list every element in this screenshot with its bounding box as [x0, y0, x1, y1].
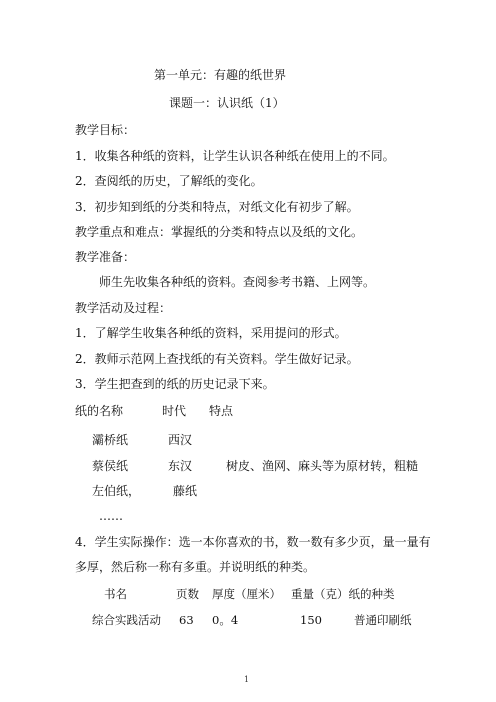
process-heading: 教学活动及过程： [75, 301, 172, 315]
table-cell: 63 [179, 613, 194, 627]
table-cell: 左伯纸， [92, 484, 141, 498]
table-cell: 树皮、渔网、麻头等为原材转，粗糙 [226, 459, 419, 473]
book-table-header: 页数 [176, 587, 199, 601]
step4-text: 多厚，然后称一称有多重。并说明纸的种类。 [75, 560, 316, 574]
table-cell: 蔡侯纸 [92, 459, 129, 473]
objectives-heading: 教学目标： [75, 123, 136, 137]
paper-table-header: 特点 [209, 404, 234, 418]
page-title: 第一单元：有趣的纸世界 [154, 68, 287, 82]
prep-text: 师生先收集各种纸的资料。查阅参考书籍、上网等。 [99, 275, 376, 289]
process-step: 3．学生把查到的纸的历史记录下来。 [75, 377, 275, 391]
prep-heading: 教学准备： [75, 250, 136, 264]
paper-table-header: 纸的名称 [75, 404, 124, 418]
table-cell: 东汉 [168, 459, 193, 473]
objective-item: 1．收集各种纸的资料，让学生认识各种纸在使用上的不同。 [75, 149, 395, 163]
lesson-subtitle: 课题一：认识纸（1） [169, 96, 285, 110]
process-step: 1．了解学生收集各种纸的资料，采用提问的形式。 [75, 326, 347, 340]
table-cell: 普通印刷纸 [354, 613, 412, 627]
step4-text: 4．学生实际操作：选一本你喜欢的书，数一数有多少页，量一量有 [75, 535, 431, 549]
objective-item: 2．查阅纸的历史，了解纸的变化。 [75, 174, 263, 188]
process-step: 2．教师示范网上查找纸的有关资料。学生做好记录。 [75, 352, 359, 366]
table-cell: 西汉 [168, 433, 193, 447]
objective-item: 3．初步知到纸的分类和特点，对纸文化有初步了解。 [75, 200, 359, 214]
key-points: 教学重点和难点：掌握纸的分类和特点以及纸的文化。 [75, 225, 364, 239]
table-cell: 灞桥纸 [92, 433, 129, 447]
book-table-header: 重量（克）纸的种类 [291, 587, 395, 601]
page-number: 1 [244, 675, 250, 684]
table-ellipsis: …… [99, 509, 123, 523]
table-cell: 综合实践活动 [92, 613, 161, 627]
paper-table-header: 时代 [162, 404, 187, 418]
book-table-header: 厚度（厘米） [212, 587, 281, 601]
book-table-header: 书名 [104, 587, 127, 601]
table-cell: 藤纸 [173, 484, 198, 498]
table-cell: 150 [300, 613, 322, 627]
table-cell: 0。4 [212, 613, 239, 627]
